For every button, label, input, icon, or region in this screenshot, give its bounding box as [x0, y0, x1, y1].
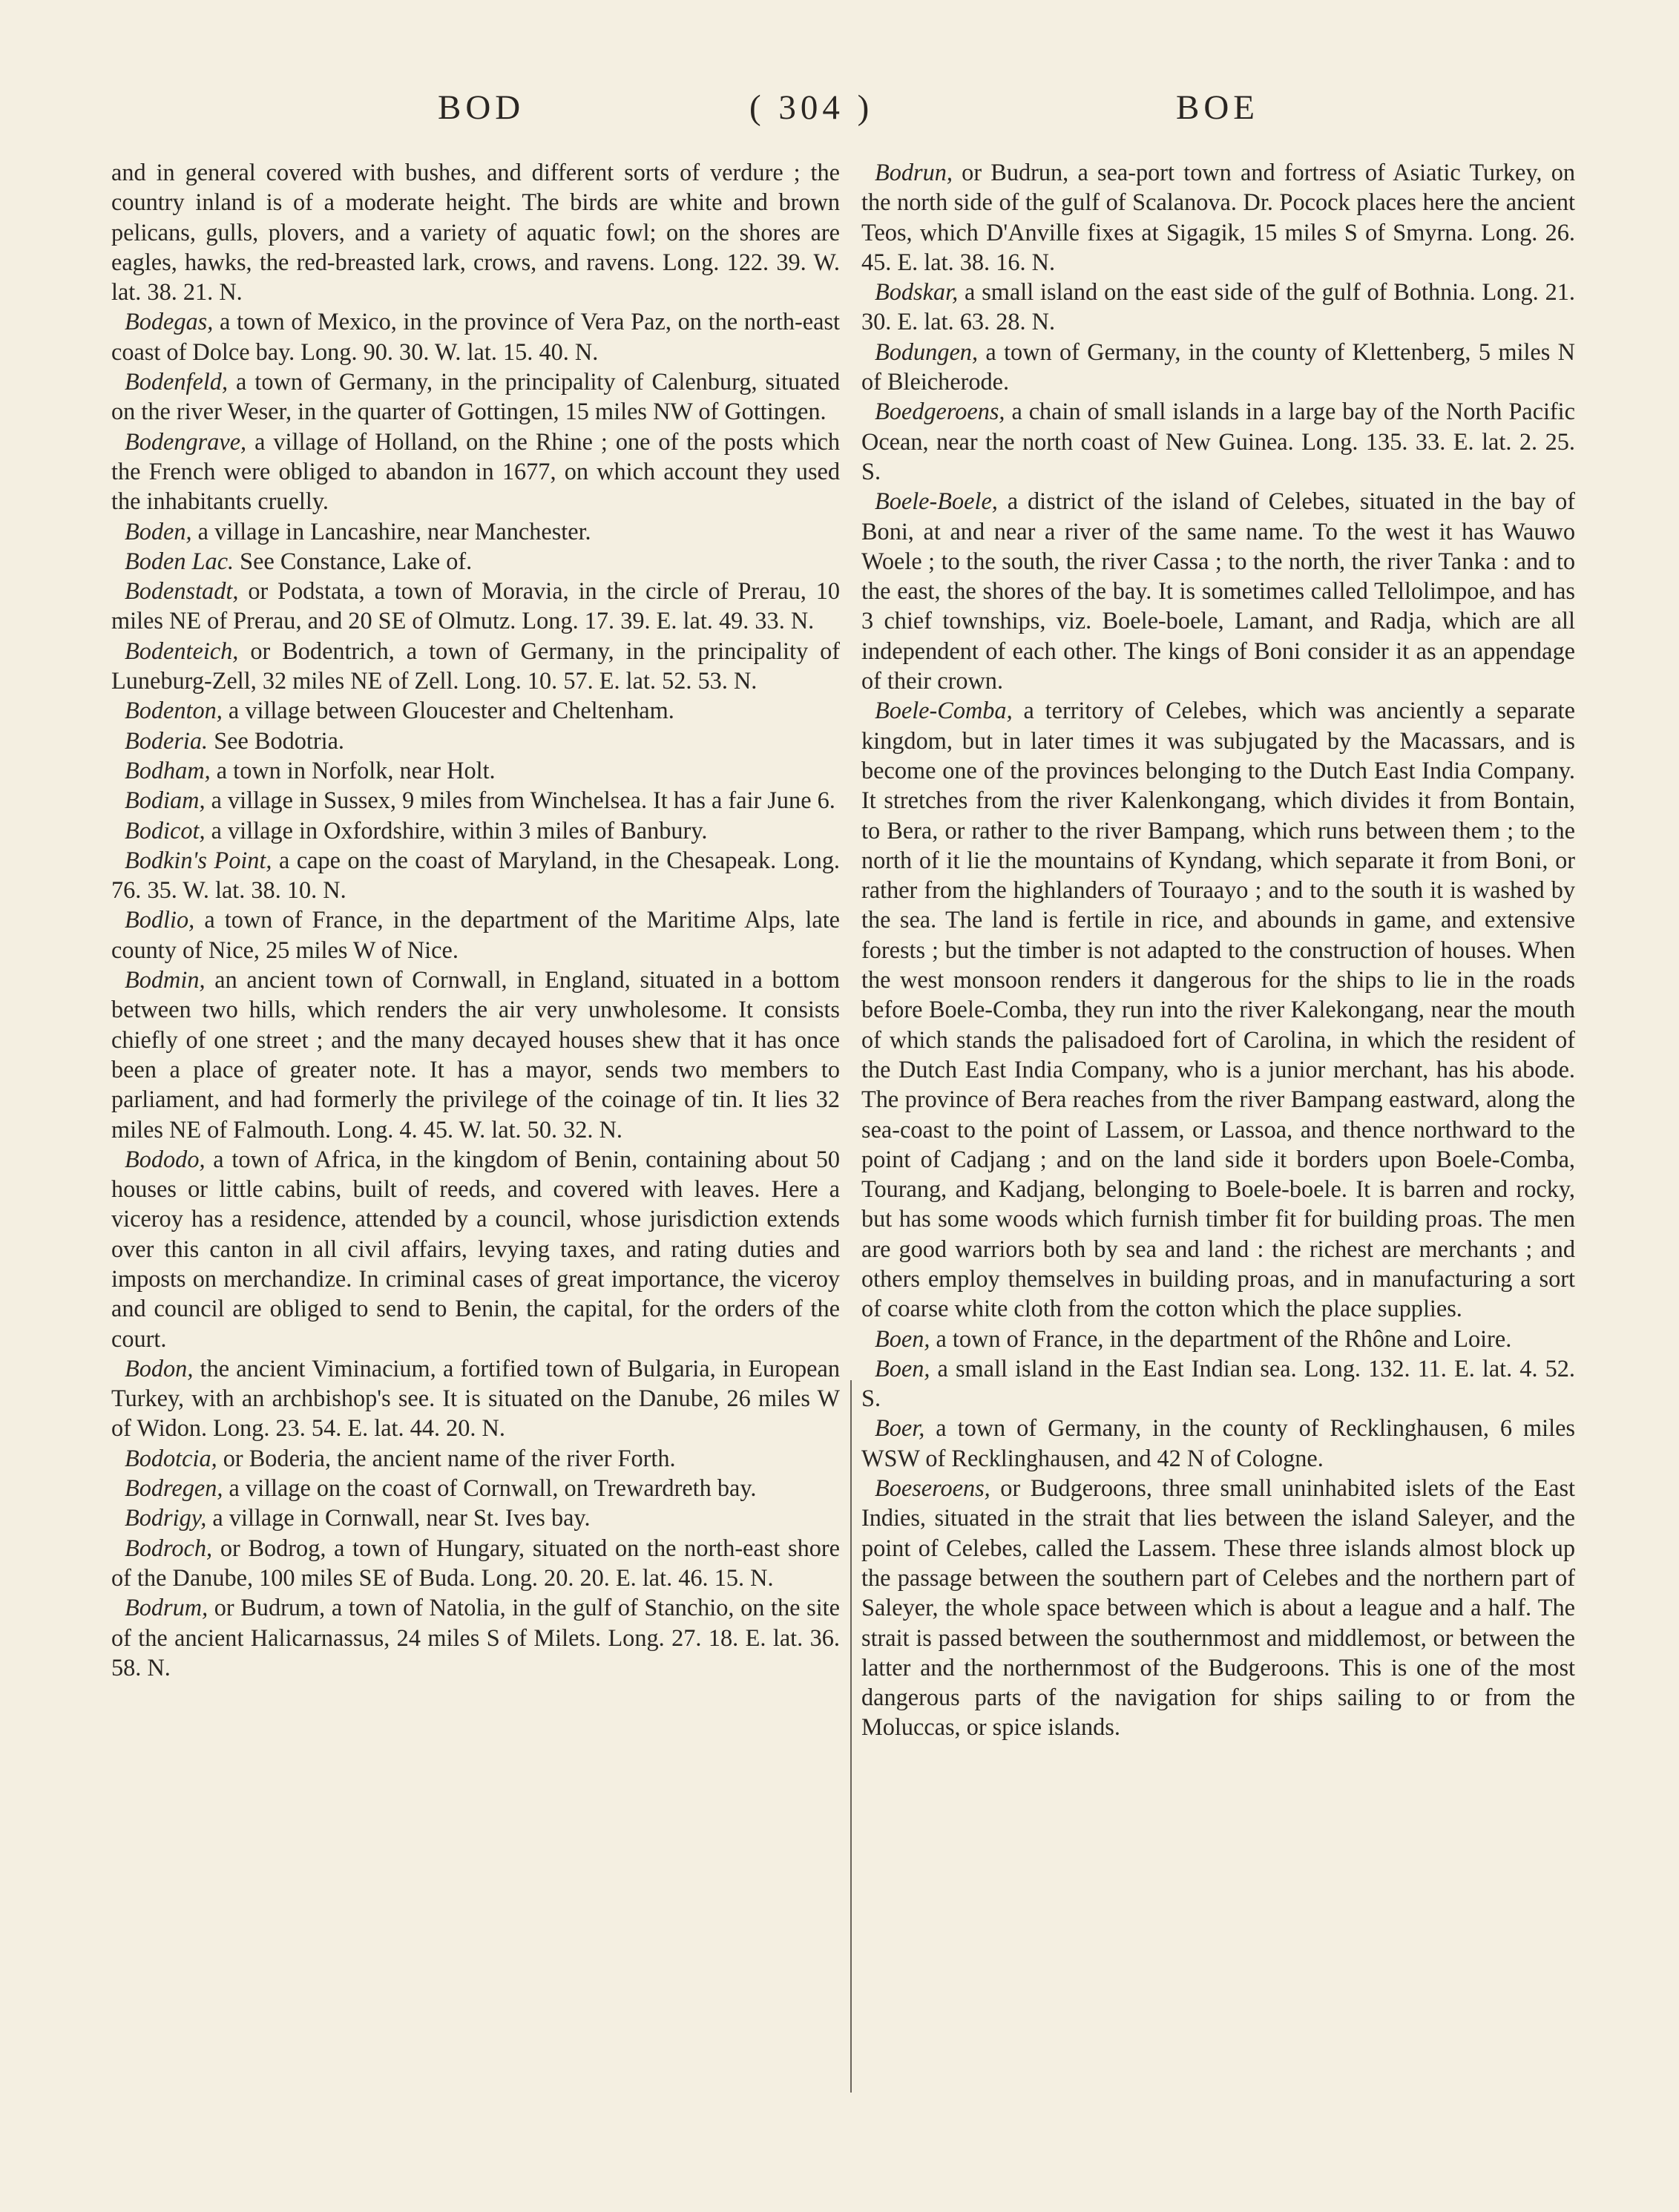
page-number: ( 304 ) — [749, 88, 874, 127]
entry-headword: Boderia. — [125, 726, 208, 754]
dictionary-entry — [861, 277, 1575, 337]
entry-text: a small island on the east side of the gulf of Bothnia. Long. 21. 30. E. lat. 63. 28. N. — [861, 278, 1575, 335]
entry-headword: Bodon, — [125, 1354, 194, 1382]
dictionary-entry — [861, 396, 1575, 486]
entry-text: or Budrum, a town of Natolia, in the gulf of Stanchio, on the site of the ancient Halicarnassus, 24 miles S of Milets. Long. 27. 18. E. lat. 36. 58. N. — [111, 1594, 840, 1681]
dictionary-entry — [111, 1473, 840, 1503]
entry-text: the ancient Viminacium, a fortified town of Bulgaria, in European Turkey, with an archbishop's see. It is situated on the Danube, 26 miles W of Widon. Long. 23. 54. E. lat. 44. 20. N. — [111, 1354, 840, 1442]
entry-headword: Bodrum, — [125, 1594, 208, 1621]
entry-headword: Bodrigy, — [125, 1504, 207, 1532]
dictionary-entry — [111, 1353, 840, 1443]
entry-text: a small island in the East Indian sea. Long. 132. 11. E. lat. 4. 52. S. — [861, 1354, 1575, 1412]
entry-text: or Budgeroons, three small uninhabited islets of the East Indies, situated in the strait that lies between the island Saleyer, and the point of Celebes, called the Lassem. These three islands almost block up the passage between the southern part of Celebes and the northern part of Saleyer, the whole space between which is about a league and a half. The strait is passed between the southernmost and middlemost, or between the latter and the northernmost of the Budgeroons. This is one of the most dangerous parts of the navigation for ships sailing to or from the Moluccas, or spice islands. — [861, 1474, 1575, 1741]
entry-headword: Boen, — [875, 1325, 930, 1352]
entry-headword: Bodenton, — [125, 697, 223, 724]
entry-text: or Budrun, a sea-port town and fortress of Asiatic Turkey, on the north side of the gulf of Scalanova. Dr. Pocock places here the ancient Teos, which D'Anville fixes at Sigagik, 15 miles S of Smyrna. Long. 26. 45. E. lat. 38. 16. N. — [861, 159, 1575, 275]
dictionary-entry — [861, 486, 1575, 695]
dictionary-entry — [111, 965, 840, 1144]
entry-text: a town of Germany, in the principality of Calenburg, situated on the river Weser, in the quarter of Gottingen, 15 miles NW of Gottingen. — [111, 368, 840, 425]
entry-headword: Bodenfeld, — [125, 368, 229, 396]
dictionary-entry — [111, 576, 840, 636]
entry-text: a town in Norfolk, near Holt. — [210, 756, 496, 784]
dictionary-entry — [861, 1413, 1575, 1473]
entry-text: a village in Oxfordshire, within 3 miles of Banbury. — [205, 816, 708, 844]
entry-text: a town of Germany, in the county of Klettenberg, 5 miles N of Bleicherode. — [861, 338, 1575, 396]
entry-headword: Boele-Comba, — [875, 697, 1013, 724]
entry-headword: Bodenstadt, — [125, 577, 239, 605]
entry-text: a cape on the coast of Maryland, in the Chesapeak. Long. 76. 35. W. lat. 38. 10. N. — [111, 846, 840, 904]
entry-text: a town of Mexico, in the province of Vera Paz, on the north-east coast of Dolce bay. Long. 90. 30. W. lat. 15. 40. N. — [111, 308, 840, 365]
entry-headword: Bodrun, — [875, 159, 953, 186]
entry-text: a village on the coast of Cornwall, on Trewardreth bay. — [223, 1474, 757, 1502]
entry-text: a village of Holland, on the Rhine ; one of the posts which the French were obliged to abandon in 1677, on which account they used the inhabitants cruelly. — [111, 427, 840, 515]
entry-headword: Bodenteich, — [125, 637, 239, 664]
entry-text: or Bodrog, a town of Hungary, situated on the north-east shore of the Danube, 100 miles SE of Buda. Long. 20. 20. E. lat. 46. 15. N. — [111, 1534, 840, 1591]
entry-headword: Boen, — [875, 1354, 930, 1382]
entry-headword: Boden Lac. — [125, 547, 234, 574]
dictionary-entry — [111, 306, 840, 367]
dictionary-entry — [111, 905, 840, 965]
entry-text: or Bodentrich, a town of Germany, in the principality of Luneburg-Zell, 32 miles NE of Zell. Long. 10. 57. E. lat. 52. 53. N. — [111, 637, 840, 695]
column-rule — [850, 1380, 852, 2093]
entry-text: a district of the island of Celebes, situated in the bay of Boni, at and near a river of the same name. To the west it has Wauwo Woele ; to the south, the river Cassa ; to the north, the river Tanka : and to the east, the shores of the bay. It is sometimes called Tellolimpoe, and has 3 chief townships, viz. Boele-boele, Lamant, and Radja, which are all independent of each other. The kings of Boni consider it as an appendage of their crown. — [861, 488, 1575, 695]
entry-text: a town of Germany, in the county of Recklinghausen, 6 miles WSW of Recklinghausen, and 42 N of Cologne. — [861, 1414, 1575, 1471]
dictionary-entry — [861, 157, 1575, 277]
entry-text: a village in Lancashire, near Manchester. — [191, 517, 591, 545]
entry-headword: Bodroch, — [125, 1534, 213, 1561]
entry-headword: Boden, — [125, 517, 192, 545]
dictionary-entry — [111, 427, 840, 516]
running-head-right: BOE — [1176, 88, 1259, 127]
entry-text: a village in Cornwall, near St. Ives bay. — [206, 1504, 591, 1532]
entry-text: a village in Sussex, 9 miles from Winchelsea. It has a fair June 6. — [205, 787, 835, 814]
dictionary-entry — [861, 1353, 1575, 1414]
entry-headword: Bodiam, — [125, 787, 206, 814]
entry-headword: Boedgeroens, — [875, 398, 1005, 425]
dictionary-entry — [111, 1443, 840, 1473]
entry-headword: Bodicot, — [125, 816, 206, 844]
entry-headword: Boeseroens, — [875, 1474, 990, 1502]
entry-text: a territory of Celebes, which was anciently a separate kingdom, but in later times it was subjugated by the Macassars, and is become one of the provinces belonging to the Dutch East India Company. It stretches from the river Kalenkongang, which divides it from Bontain, to Bera, or rather to the river Bampang, which runs between them ; to the north of it lie the mountains of Kyndang, which separate it from Boni, or rather from the highlanders of Touraayo ; and to the south it is washed by the sea. The land is fertile in rice, and abounds in game, and extensive forests ; but the timber is not adapted to the construction of houses. When the west monsoon renders it dangerous for the ships to lie in the roads before Boele-Comba, they run into the river Kalekongang, near the mouth of which stands the palisadoed fort of Carolina, in which the resident of the Dutch East India Company, who is a junior merchant, has his abode. The province of Bera reaches from the river Bampang eastward, along the sea-coast to the point of Lassem, or Lassoa, and thence northward to the point of Cadjang ; and on the land side it borders upon Boele-Comba, Tourang, and Kadjang, belonging to Boele-boele. It is barren and rocky, but has some woods which furnish timber fit for building proas. The men are good warriors both by sea and land : the richest are merchants ; and others employ themselves in building proas, and in manufacturing a sort of coarse white cloth from the cotton which the place supplies. — [861, 697, 1575, 1322]
entry-headword: Bodengrave, — [125, 427, 247, 455]
dictionary-entry — [111, 1503, 840, 1532]
entry-text: or Podstata, a town of Moravia, in the circle of Prerau, 10 miles NE of Prerau, and 20 SE of Olmutz. Long. 17. 39. E. lat. 49. 33. N. — [111, 577, 840, 634]
page-header — [0, 88, 1679, 132]
entry-headword: Bodegas, — [125, 308, 214, 335]
entry-headword: Bodham, — [125, 756, 211, 784]
entry-headword: Boele-Boele, — [875, 488, 998, 515]
dictionary-entry — [111, 845, 840, 905]
entry-text: See Constance, Lake of. — [234, 547, 473, 574]
dictionary-entry — [111, 815, 840, 845]
dictionary-entry — [111, 1144, 840, 1353]
entry-text: an ancient town of Cornwall, in England, situated in a bottom between two hills, which renders the air very unwholesome. It consists chiefly of one street ; and the many decayed houses shew that it has once been a place of greater note. It has a mayor, sends two members to parliament, and had formerly the privilege of the coinage of tin. It lies 32 miles NE of Falmouth. Long. 4. 45. W. lat. 50. 32. N. — [111, 966, 840, 1143]
entry-text: a town of Africa, in the kingdom of Benin, containing about 50 houses or little cabins, built of reeds, and covered with leaves. Here a viceroy has a residence, attended by a council, whose jurisdiction extends over this canton in all civil affairs, levying taxes, and rating duties and imposts on merchandize. In criminal cases of great importance, the viceroy and council are obliged to send to Benin, the capital, for the orders of the court. — [111, 1145, 840, 1352]
dictionary-entry — [111, 367, 840, 427]
entry-headword: Bododo, — [125, 1145, 206, 1172]
entry-headword: Bodskar, — [875, 278, 959, 306]
dictionary-entry — [861, 337, 1575, 397]
dictionary-entry — [111, 516, 840, 546]
entry-text: See Bodotria. — [208, 726, 345, 754]
entry-headword: Bodotcia, — [125, 1444, 217, 1471]
dictionary-entry — [861, 1324, 1575, 1353]
entry-text: a town of France, in the department of the Rhône and Loire. — [930, 1325, 1512, 1352]
entry-text: a village between Gloucester and Cheltenham. — [222, 697, 674, 724]
dictionary-entry — [111, 1592, 840, 1682]
entry-headword: Bodmin, — [125, 966, 206, 994]
dictionary-entry — [861, 1473, 1575, 1742]
entry-text: or Boderia, the ancient name of the river Forth. — [217, 1444, 676, 1471]
left-column — [111, 157, 840, 1682]
entry-text: a town of France, in the department of the Maritime Alps, late county of Nice, 25 miles W of Nice. — [111, 906, 840, 963]
dictionary-entry — [111, 755, 840, 785]
dictionary-entry — [861, 695, 1575, 1323]
dictionary-entry — [111, 636, 840, 696]
entry-headword: Bodlio, — [125, 906, 195, 933]
right-column — [861, 157, 1575, 1742]
dictionary-entry — [111, 695, 840, 725]
entry-headword: Bodungen, — [875, 338, 979, 365]
dictionary-entry — [111, 785, 840, 815]
entry-headword: Bodregen, — [125, 1474, 223, 1502]
running-head-left: BOD — [438, 88, 525, 127]
entry-headword: Bodkin's Point, — [125, 846, 272, 873]
dictionary-entry — [111, 1533, 840, 1593]
dictionary-entry — [111, 546, 840, 576]
entry-headword: Boer, — [875, 1414, 925, 1442]
entry-text: a chain of small islands in a large bay of the North Pacific Ocean, near the north coast of New Guinea. Long. 135. 33. E. lat. 2. 25. S. — [861, 398, 1575, 485]
dictionary-entry — [111, 726, 840, 755]
dictionary-entry — [111, 157, 840, 306]
entry-text: and in general covered with bushes, and different sorts of verdure ; the country inland is of a moderate height. The birds are white and brown pelicans, gulls, plovers, and a variety of aquatic fowl; on the shores are eagles, hawks, the red-breasted lark, crows, and ravens. Long. 122. 39. W. lat. 38. 21. N. — [111, 159, 840, 306]
